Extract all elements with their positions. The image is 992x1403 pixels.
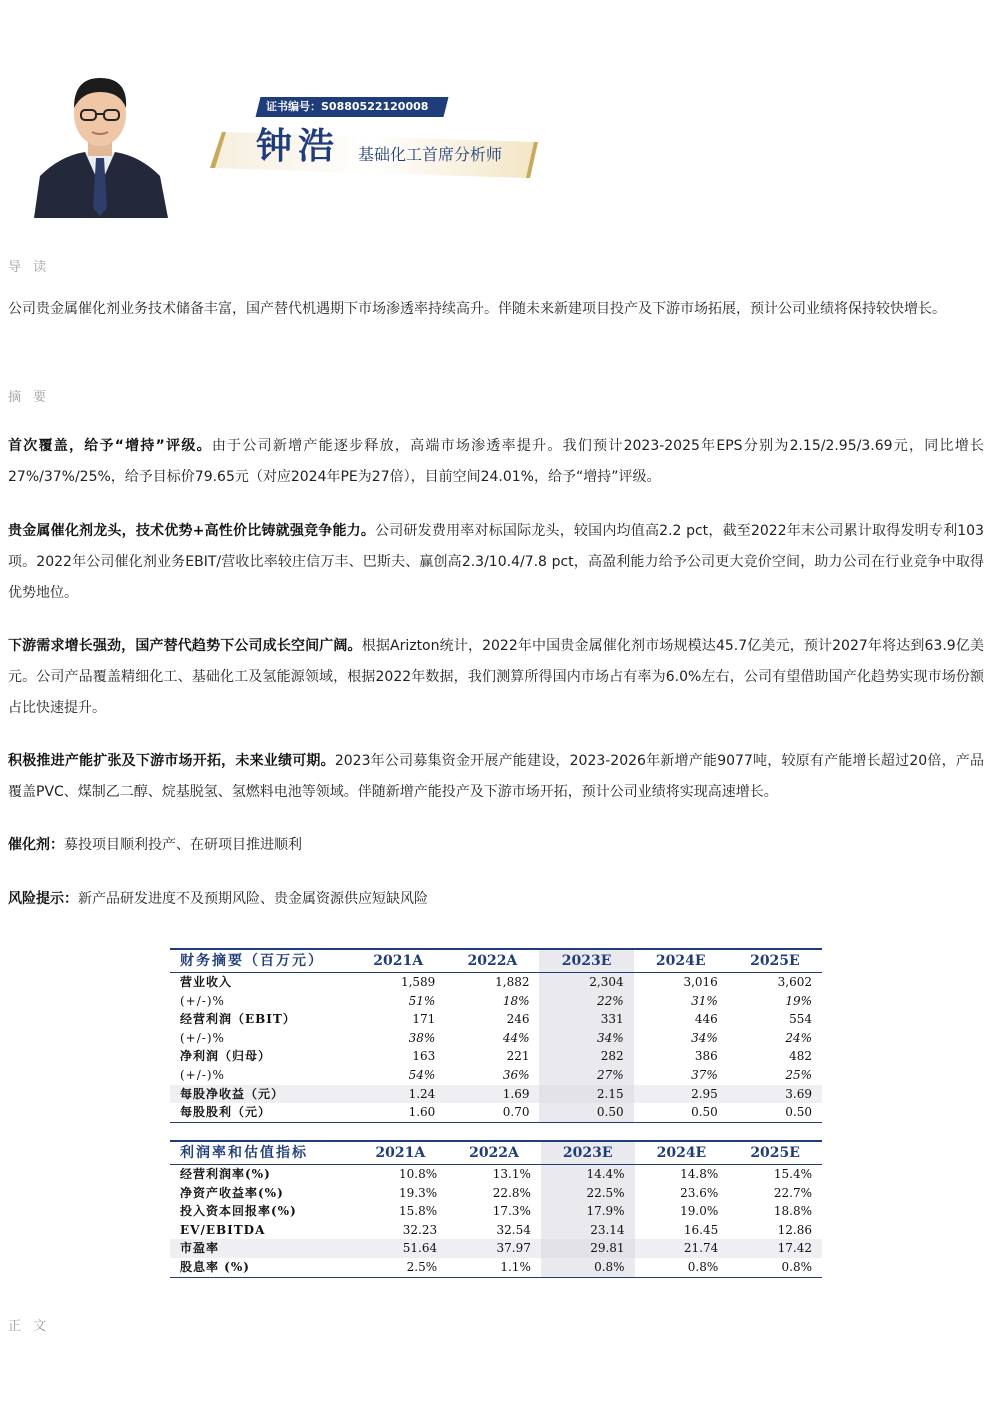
table-cell: 14.8% bbox=[680, 1167, 719, 1181]
table-row bbox=[170, 1239, 822, 1258]
summary-paragraph-leader bbox=[8, 516, 984, 609]
table-cell: 282 bbox=[539, 1047, 633, 1066]
table-header-row bbox=[170, 1141, 822, 1165]
table-cell: 18% bbox=[502, 993, 530, 1008]
table-cell: 446 bbox=[694, 1012, 718, 1027]
table-cell: 32.23 bbox=[402, 1222, 438, 1237]
financial-summary-table bbox=[170, 948, 822, 1123]
table-row bbox=[170, 1103, 822, 1122]
table-cell: 19.0% bbox=[680, 1204, 719, 1219]
summary-text: 公司研发费用率对标国际龙头，较国内均值高2.2 pct，截至2022年末公司累计取得发明专利103项。2022年公司催化剂业务EBIT/营收比率较庄信万丰、巴斯夫、赢创高2.3/10.4/7.8 pct，高盈利能力给予公司更大竞价空间，助力公司在行业竞争中取得优势地位。 bbox=[8, 523, 984, 601]
table-cell: 2,304 bbox=[539, 973, 633, 992]
analyst-title: 基础化工首席分析师 bbox=[358, 145, 503, 164]
table-header-row bbox=[170, 949, 822, 973]
table-cell: 0.8% bbox=[541, 1258, 635, 1277]
table-cell: 37.97 bbox=[447, 1239, 541, 1258]
table-header-cell: 2024E bbox=[635, 1141, 729, 1165]
cert-number: 证书编号：S0880522120008 bbox=[266, 100, 429, 113]
table-cell: 3,016 bbox=[683, 975, 718, 989]
table-header-cell: 2023E bbox=[539, 949, 633, 973]
row-label: 每股净收益（元） bbox=[170, 1085, 351, 1104]
table-cell: 2.15 bbox=[539, 1085, 633, 1104]
table-cell: 19% bbox=[785, 993, 812, 1008]
summary-text: 2023年公司募集资金开展产能建设，2023-2026年新增产能9077吨，较原有产能增长超过20倍，产品覆盖PVC、煤制乙二醇、烷基脱氢、氢燃料电池等领域。伴随新增产能投产及下游市场开拓，预计公司业绩将实现高速增长。 bbox=[8, 753, 984, 800]
table-cell: 10.8% bbox=[399, 1167, 438, 1181]
section-label-summary: 摘 要 bbox=[8, 390, 51, 405]
table-cell: 386 bbox=[694, 1049, 718, 1064]
table-cell: 25% bbox=[785, 1067, 812, 1082]
table-row bbox=[170, 1066, 822, 1085]
table-cell: 24% bbox=[785, 1030, 812, 1045]
table-cell: 27% bbox=[539, 1066, 633, 1085]
table-cell: 1.69 bbox=[445, 1085, 539, 1104]
table-cell: 17.3% bbox=[492, 1204, 531, 1219]
table-row bbox=[170, 1010, 822, 1029]
section-label-body: 正 文 bbox=[8, 1319, 51, 1334]
table-header-cell: 2021A bbox=[351, 949, 445, 973]
summary-heading: 首次覆盖，给予“增持”评级。 bbox=[8, 438, 212, 454]
table-cell: 19.3% bbox=[399, 1185, 438, 1200]
table-cell: 44% bbox=[502, 1030, 530, 1045]
summary-text: 由于公司新增产能逐步释放，高端市场渗透率提升。我们预计2023-2025年EPS分别为2.15/2.95/3.69元，同比增长27%/37%/25%，给予目标价79.65元（对应2024年PE为27倍），目前空间24.01%，给予“增持”评级。 bbox=[8, 438, 985, 485]
summary-paragraph-rating bbox=[8, 431, 984, 493]
table-cell: 14.4% bbox=[541, 1165, 635, 1184]
row-label: (+/-)% bbox=[180, 993, 225, 1008]
valuation-metrics-table bbox=[170, 1140, 822, 1278]
table-cell: 22.8% bbox=[492, 1185, 531, 1200]
table-cell: 0.50 bbox=[634, 1103, 728, 1122]
table-header-cell: 2022A bbox=[445, 949, 539, 973]
intro-paragraph: 公司贵金属催化剂业务技术储备丰富，国产替代机遇期下市场渗透率持续高升。伴随未来新建项目投产及下游市场拓展，预计公司业绩将保持较快增长。 bbox=[8, 301, 946, 317]
table-cell: 38% bbox=[408, 1030, 436, 1045]
table-cell: 221 bbox=[506, 1049, 530, 1064]
table-cell: 0.50 bbox=[728, 1103, 822, 1122]
table-cell: 12.86 bbox=[777, 1222, 812, 1237]
table-row bbox=[170, 1085, 822, 1104]
summary-paragraph-capacity bbox=[8, 746, 984, 808]
summary-text: 募投项目顺利投产、在研项目推进顺利 bbox=[64, 837, 302, 853]
table-cell: 0.70 bbox=[445, 1103, 539, 1122]
table-cell: 2.5% bbox=[353, 1258, 447, 1277]
row-label: 营业收入 bbox=[180, 975, 233, 989]
table-cell: 0.8% bbox=[728, 1258, 822, 1277]
table-cell: 1.1% bbox=[447, 1258, 541, 1277]
table-header-cell: 2025E bbox=[728, 949, 822, 973]
table-cell: 51% bbox=[408, 993, 436, 1008]
table-cell: 1.24 bbox=[351, 1085, 445, 1104]
row-label: EV/EBITDA bbox=[180, 1222, 266, 1237]
summary-heading: 风险提示： bbox=[8, 891, 78, 907]
table-header-cell: 2021A bbox=[353, 1141, 447, 1165]
row-label: (+/-)% bbox=[180, 1030, 225, 1045]
table-cell: 13.1% bbox=[492, 1167, 531, 1181]
table-row bbox=[170, 1047, 822, 1066]
table-cell: 15.8% bbox=[399, 1204, 438, 1219]
summary-heading: 下游需求增长强劲，国产替代趋势下公司成长空间广阔。 bbox=[8, 638, 362, 654]
table-cell: 22.7% bbox=[773, 1185, 812, 1200]
table-cell: 29.81 bbox=[541, 1239, 635, 1258]
table-row bbox=[170, 992, 822, 1011]
table-row bbox=[170, 973, 822, 992]
table-cell: 54% bbox=[408, 1067, 436, 1082]
row-label: 股息率 (%) bbox=[170, 1258, 353, 1277]
table-cell: 18.8% bbox=[773, 1204, 812, 1219]
table-row bbox=[170, 1165, 822, 1184]
row-label: 经营利润（EBIT） bbox=[180, 1012, 296, 1027]
table-cell: 37% bbox=[691, 1067, 718, 1082]
table-row bbox=[170, 1221, 822, 1240]
table-cell: 3.69 bbox=[728, 1085, 822, 1104]
analyst-header bbox=[0, 0, 992, 230]
table-cell: 17.9% bbox=[541, 1202, 635, 1221]
table-cell: 3,602 bbox=[777, 975, 812, 989]
table-header-cell: 利润率和估值指标 bbox=[170, 1141, 353, 1165]
table-header-cell: 2022A bbox=[447, 1141, 541, 1165]
table-cell: 554 bbox=[789, 1012, 812, 1027]
table-cell: 31% bbox=[691, 993, 718, 1008]
table-header-cell: 财务摘要（百万元） bbox=[170, 949, 351, 973]
summary-heading: 贵金属催化剂龙头，技术优势+高性价比铸就强竞争能力。 bbox=[8, 523, 376, 539]
row-label: 每股股利（元） bbox=[170, 1103, 351, 1122]
summary-paragraph-risk bbox=[8, 884, 984, 915]
table-cell: 16.45 bbox=[683, 1222, 719, 1237]
summary-text: 新产品研发进度不及预期风险、贵金属资源供应短缺风险 bbox=[78, 891, 428, 907]
summary-text: 根据Arizton统计，2022年中国贵金属催化剂市场规模达45.7亿美元，预计2027年将达到63.9亿美元。公司产品覆盖精细化工、基础化工及氢能源领域，根据2022年数据，我们测算所得国内市场占有率为6.0%左右，公司有望借助国产化趋势实现市场份额占比快速提升。 bbox=[8, 638, 984, 716]
table-cell: 36% bbox=[502, 1067, 530, 1082]
summary-paragraph-catalyst bbox=[8, 830, 984, 861]
table-cell: 171 bbox=[412, 1012, 436, 1027]
table-cell: 21.74 bbox=[635, 1239, 729, 1258]
row-label: 投入资本回报率(%) bbox=[180, 1204, 297, 1219]
summary-paragraph-demand bbox=[8, 631, 984, 724]
table-cell: 23.6% bbox=[680, 1185, 719, 1200]
table-cell: 34% bbox=[691, 1030, 718, 1045]
table-cell: 163 bbox=[412, 1049, 436, 1064]
row-label: 净资产收益率(%) bbox=[180, 1185, 284, 1200]
table-cell: 1.60 bbox=[351, 1103, 445, 1122]
table-header-cell: 2025E bbox=[728, 1141, 822, 1165]
analyst-portrait bbox=[30, 68, 170, 218]
table-row bbox=[170, 1258, 822, 1277]
table-header-cell: 2023E bbox=[541, 1141, 635, 1165]
table-row bbox=[170, 1029, 822, 1048]
table-row bbox=[170, 1202, 822, 1221]
table-cell: 34% bbox=[539, 1029, 633, 1048]
table-cell: 17.42 bbox=[728, 1239, 822, 1258]
table-cell: 1,589 bbox=[400, 975, 436, 989]
section-label-intro: 导 读 bbox=[8, 260, 51, 275]
table-cell: 482 bbox=[789, 1049, 812, 1064]
table-cell: 331 bbox=[539, 1010, 633, 1029]
table-cell: 51.64 bbox=[353, 1239, 447, 1258]
table-cell: 1,882 bbox=[495, 975, 530, 989]
table-cell: 32.54 bbox=[496, 1222, 531, 1237]
analyst-name: 钟浩 bbox=[256, 125, 341, 167]
table-cell: 2.95 bbox=[634, 1085, 728, 1104]
summary-heading: 积极推进产能扩张及下游市场开拓，未来业绩可期。 bbox=[8, 753, 335, 769]
table-cell: 15.4% bbox=[773, 1167, 812, 1181]
table-cell: 22.5% bbox=[541, 1184, 635, 1203]
summary-heading: 催化剂： bbox=[8, 837, 64, 853]
row-label: 净利润（归母） bbox=[180, 1049, 272, 1064]
row-label: 市盈率 bbox=[170, 1239, 353, 1258]
table-cell: 246 bbox=[506, 1012, 530, 1027]
table-cell: 0.8% bbox=[635, 1258, 729, 1277]
table-row bbox=[170, 1184, 822, 1203]
row-label: (+/-)% bbox=[180, 1067, 225, 1082]
table-cell: 0.50 bbox=[539, 1103, 633, 1122]
table-cell: 23.14 bbox=[541, 1221, 635, 1240]
row-label: 经营利润率(%) bbox=[180, 1167, 271, 1181]
table-header-cell: 2024E bbox=[634, 949, 728, 973]
table-cell: 22% bbox=[539, 992, 633, 1011]
